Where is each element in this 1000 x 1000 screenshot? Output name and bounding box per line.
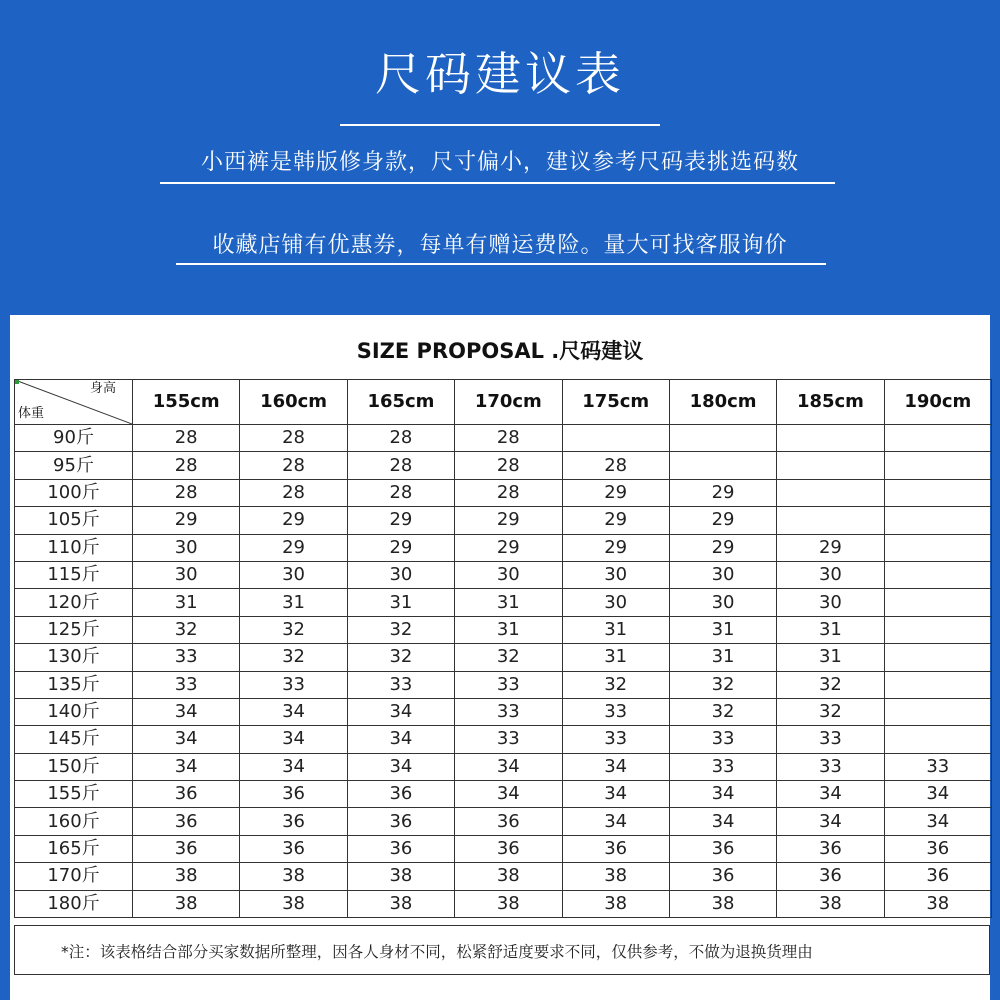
- size-cell: 36: [562, 835, 669, 862]
- table-row: [15, 479, 992, 506]
- size-cell: 36: [133, 835, 240, 862]
- size-cell: 29: [669, 534, 776, 561]
- size-cell: 28: [133, 425, 240, 452]
- weight-cell: 160斤: [15, 808, 133, 835]
- weight-cell: 100斤: [15, 479, 133, 506]
- size-cell: 36: [777, 863, 884, 890]
- size-cell: 32: [347, 644, 454, 671]
- disclaimer-note: *注：该表格结合部分买家数据所整理，因各人身材不同，松紧舒适度要求不同，仅供参考，不做为退换货理由: [61, 943, 813, 961]
- height-header: 170cm: [455, 380, 562, 425]
- height-header: 165cm: [347, 380, 454, 425]
- size-cell: 31: [777, 644, 884, 671]
- height-header: 160cm: [240, 380, 347, 425]
- size-cell: 30: [777, 561, 884, 588]
- table-row: [15, 644, 992, 671]
- size-cell: 33: [562, 698, 669, 725]
- size-cell: 38: [347, 863, 454, 890]
- size-cell: 36: [240, 808, 347, 835]
- size-cell: 36: [777, 835, 884, 862]
- size-cell: [884, 534, 991, 561]
- page-title: 尺码建议表: [375, 47, 625, 101]
- size-cell: 31: [240, 589, 347, 616]
- size-cell: 36: [347, 808, 454, 835]
- size-cell: 32: [777, 671, 884, 698]
- size-cell: 34: [455, 753, 562, 780]
- size-cell: 34: [562, 781, 669, 808]
- size-cell: 36: [133, 808, 240, 835]
- size-cell: 30: [347, 561, 454, 588]
- size-cell: 32: [562, 671, 669, 698]
- height-axis-label: 身高: [89, 381, 116, 396]
- table-row: [15, 835, 992, 862]
- size-cell: 31: [669, 644, 776, 671]
- size-cell: 36: [240, 781, 347, 808]
- size-cell: 31: [455, 616, 562, 643]
- size-cell: 29: [455, 534, 562, 561]
- size-cell: 34: [884, 808, 991, 835]
- size-cell: 30: [669, 589, 776, 616]
- size-cell: 32: [240, 644, 347, 671]
- weight-cell: 115斤: [15, 561, 133, 588]
- table-row: [15, 781, 992, 808]
- weight-cell: 165斤: [15, 835, 133, 862]
- size-cell: 34: [240, 698, 347, 725]
- size-cell: 33: [133, 671, 240, 698]
- size-cell: 29: [455, 507, 562, 534]
- size-cell: 38: [562, 863, 669, 890]
- size-cell: 38: [133, 890, 240, 917]
- size-cell: 29: [562, 479, 669, 506]
- size-cell: 38: [240, 890, 347, 917]
- size-cell: 28: [240, 425, 347, 452]
- size-cell: 32: [240, 616, 347, 643]
- size-cell: 33: [669, 726, 776, 753]
- weight-cell: 135斤: [15, 671, 133, 698]
- size-cell: 34: [777, 781, 884, 808]
- size-cell: [669, 425, 776, 452]
- weight-cell: 130斤: [15, 644, 133, 671]
- size-cell: 34: [133, 698, 240, 725]
- size-cell: 34: [133, 726, 240, 753]
- size-cell: 28: [347, 479, 454, 506]
- size-cell: 38: [455, 863, 562, 890]
- size-cell: 28: [347, 452, 454, 479]
- size-cell: 38: [777, 890, 884, 917]
- size-cell: 33: [347, 671, 454, 698]
- title-underline: [340, 124, 660, 126]
- size-cell: 38: [562, 890, 669, 917]
- size-cell: 34: [884, 781, 991, 808]
- table-row: [15, 507, 992, 534]
- size-cell: 32: [777, 698, 884, 725]
- weight-cell: 90斤: [15, 425, 133, 452]
- note-box: [14, 925, 990, 975]
- size-cell: 29: [240, 534, 347, 561]
- table-row: [15, 863, 992, 890]
- size-cell: [884, 671, 991, 698]
- size-cell: [562, 425, 669, 452]
- table-row: [15, 808, 992, 835]
- size-cell: [884, 507, 991, 534]
- size-cell: 34: [133, 753, 240, 780]
- size-cell: [884, 644, 991, 671]
- size-cell: 31: [562, 616, 669, 643]
- table-row: [15, 452, 992, 479]
- height-header: 190cm: [884, 380, 991, 425]
- size-cell: [884, 616, 991, 643]
- size-cell: 34: [455, 781, 562, 808]
- table-row: [15, 726, 992, 753]
- hero-banner: [0, 0, 1000, 315]
- size-cell: [777, 507, 884, 534]
- size-cell: 28: [455, 452, 562, 479]
- size-cell: 32: [133, 616, 240, 643]
- size-cell: 36: [133, 781, 240, 808]
- size-cell: 29: [777, 534, 884, 561]
- size-table: [14, 379, 992, 918]
- table-row: [15, 589, 992, 616]
- size-cell: 33: [777, 726, 884, 753]
- table-row: [15, 753, 992, 780]
- corner-marker: [15, 380, 19, 384]
- size-cell: 29: [347, 534, 454, 561]
- size-cell: 30: [133, 561, 240, 588]
- size-cell: 33: [455, 698, 562, 725]
- promo-text: 收藏店铺有优惠券，每单有赠运费险。量大可找客服询价: [212, 233, 788, 258]
- size-cell: 33: [455, 671, 562, 698]
- size-cell: 29: [562, 534, 669, 561]
- size-cell: 33: [884, 753, 991, 780]
- size-cell: 30: [240, 561, 347, 588]
- size-cell: 36: [455, 835, 562, 862]
- size-cell: 34: [347, 698, 454, 725]
- table-row: [15, 534, 992, 561]
- size-cell: 30: [562, 561, 669, 588]
- size-cell: 38: [455, 890, 562, 917]
- corner-cell: [15, 380, 133, 425]
- table-row: [15, 698, 992, 725]
- height-header: 185cm: [777, 380, 884, 425]
- size-cell: 29: [240, 507, 347, 534]
- size-cell: [669, 452, 776, 479]
- table-row: [15, 616, 992, 643]
- size-cell: 33: [562, 726, 669, 753]
- table-row: [15, 425, 992, 452]
- size-cell: 33: [669, 753, 776, 780]
- size-cell: 28: [562, 452, 669, 479]
- size-cell: 28: [240, 452, 347, 479]
- size-cell: 31: [669, 616, 776, 643]
- size-cell: 33: [455, 726, 562, 753]
- size-cell: [884, 698, 991, 725]
- size-cell: [884, 425, 991, 452]
- height-header: 180cm: [669, 380, 776, 425]
- size-cell: [884, 726, 991, 753]
- size-cell: 36: [455, 808, 562, 835]
- size-cell: 32: [347, 616, 454, 643]
- size-table-body: [15, 425, 992, 918]
- size-cell: 34: [562, 753, 669, 780]
- table-row: [15, 671, 992, 698]
- size-cell: [777, 479, 884, 506]
- size-chart-title: SIZE PROPOSAL .尺码建议: [356, 339, 644, 363]
- size-cell: 31: [777, 616, 884, 643]
- fit-advice-text: 小西裤是韩版修身款，尺寸偏小，建议参考尺码表挑选码数: [200, 150, 799, 175]
- size-cell: 32: [669, 671, 776, 698]
- height-header-row: [15, 380, 992, 425]
- size-cell: 34: [347, 726, 454, 753]
- size-cell: 28: [240, 479, 347, 506]
- size-cell: [884, 561, 991, 588]
- size-cell: [777, 425, 884, 452]
- size-cell: 28: [455, 425, 562, 452]
- size-cell: 34: [240, 726, 347, 753]
- size-cell: 38: [669, 890, 776, 917]
- weight-cell: 95斤: [15, 452, 133, 479]
- size-cell: 36: [884, 863, 991, 890]
- size-cell: 38: [347, 890, 454, 917]
- weight-axis-label: 体重: [18, 406, 45, 421]
- weight-cell: 140斤: [15, 698, 133, 725]
- height-header: 155cm: [133, 380, 240, 425]
- size-cell: 29: [562, 507, 669, 534]
- size-cell: 34: [562, 808, 669, 835]
- size-cell: 38: [884, 890, 991, 917]
- table-row: [15, 561, 992, 588]
- size-cell: 30: [455, 561, 562, 588]
- weight-cell: 170斤: [15, 863, 133, 890]
- size-cell: 36: [669, 863, 776, 890]
- size-cell: 29: [347, 507, 454, 534]
- size-cell: 31: [133, 589, 240, 616]
- table-row: [15, 890, 992, 917]
- weight-cell: 120斤: [15, 589, 133, 616]
- size-cell: 29: [133, 507, 240, 534]
- size-cell: 31: [562, 644, 669, 671]
- weight-cell: 105斤: [15, 507, 133, 534]
- size-cell: [884, 452, 991, 479]
- size-cell: 33: [133, 644, 240, 671]
- size-cell: 29: [669, 507, 776, 534]
- weight-cell: 110斤: [15, 534, 133, 561]
- size-cell: 38: [133, 863, 240, 890]
- size-cell: [884, 479, 991, 506]
- size-cell: 30: [669, 561, 776, 588]
- size-cell: [884, 589, 991, 616]
- size-cell: 36: [347, 781, 454, 808]
- weight-cell: 145斤: [15, 726, 133, 753]
- promo-underline: [176, 263, 826, 265]
- weight-cell: 150斤: [15, 753, 133, 780]
- size-cell: 31: [347, 589, 454, 616]
- size-cell: 28: [455, 479, 562, 506]
- size-cell: 30: [777, 589, 884, 616]
- size-cell: 33: [240, 671, 347, 698]
- weight-cell: 180斤: [15, 890, 133, 917]
- size-cell: 36: [347, 835, 454, 862]
- size-cell: 32: [669, 698, 776, 725]
- size-cell: 29: [669, 479, 776, 506]
- height-header: 175cm: [562, 380, 669, 425]
- size-cell: 36: [669, 835, 776, 862]
- size-chart-card: [10, 315, 990, 1000]
- size-cell: 34: [240, 753, 347, 780]
- size-cell: 32: [455, 644, 562, 671]
- size-cell: 28: [133, 452, 240, 479]
- size-cell: [777, 452, 884, 479]
- weight-cell: 125斤: [15, 616, 133, 643]
- fit-advice-underline: [160, 182, 835, 184]
- size-cell: 28: [133, 479, 240, 506]
- size-cell: 34: [347, 753, 454, 780]
- size-cell: 30: [562, 589, 669, 616]
- size-cell: 34: [669, 781, 776, 808]
- size-cell: 34: [777, 808, 884, 835]
- size-cell: 36: [240, 835, 347, 862]
- size-cell: 31: [455, 589, 562, 616]
- size-cell: 36: [884, 835, 991, 862]
- size-cell: 38: [240, 863, 347, 890]
- size-cell: 33: [777, 753, 884, 780]
- size-cell: 28: [347, 425, 454, 452]
- weight-cell: 155斤: [15, 781, 133, 808]
- size-cell: 34: [669, 808, 776, 835]
- size-cell: 30: [133, 534, 240, 561]
